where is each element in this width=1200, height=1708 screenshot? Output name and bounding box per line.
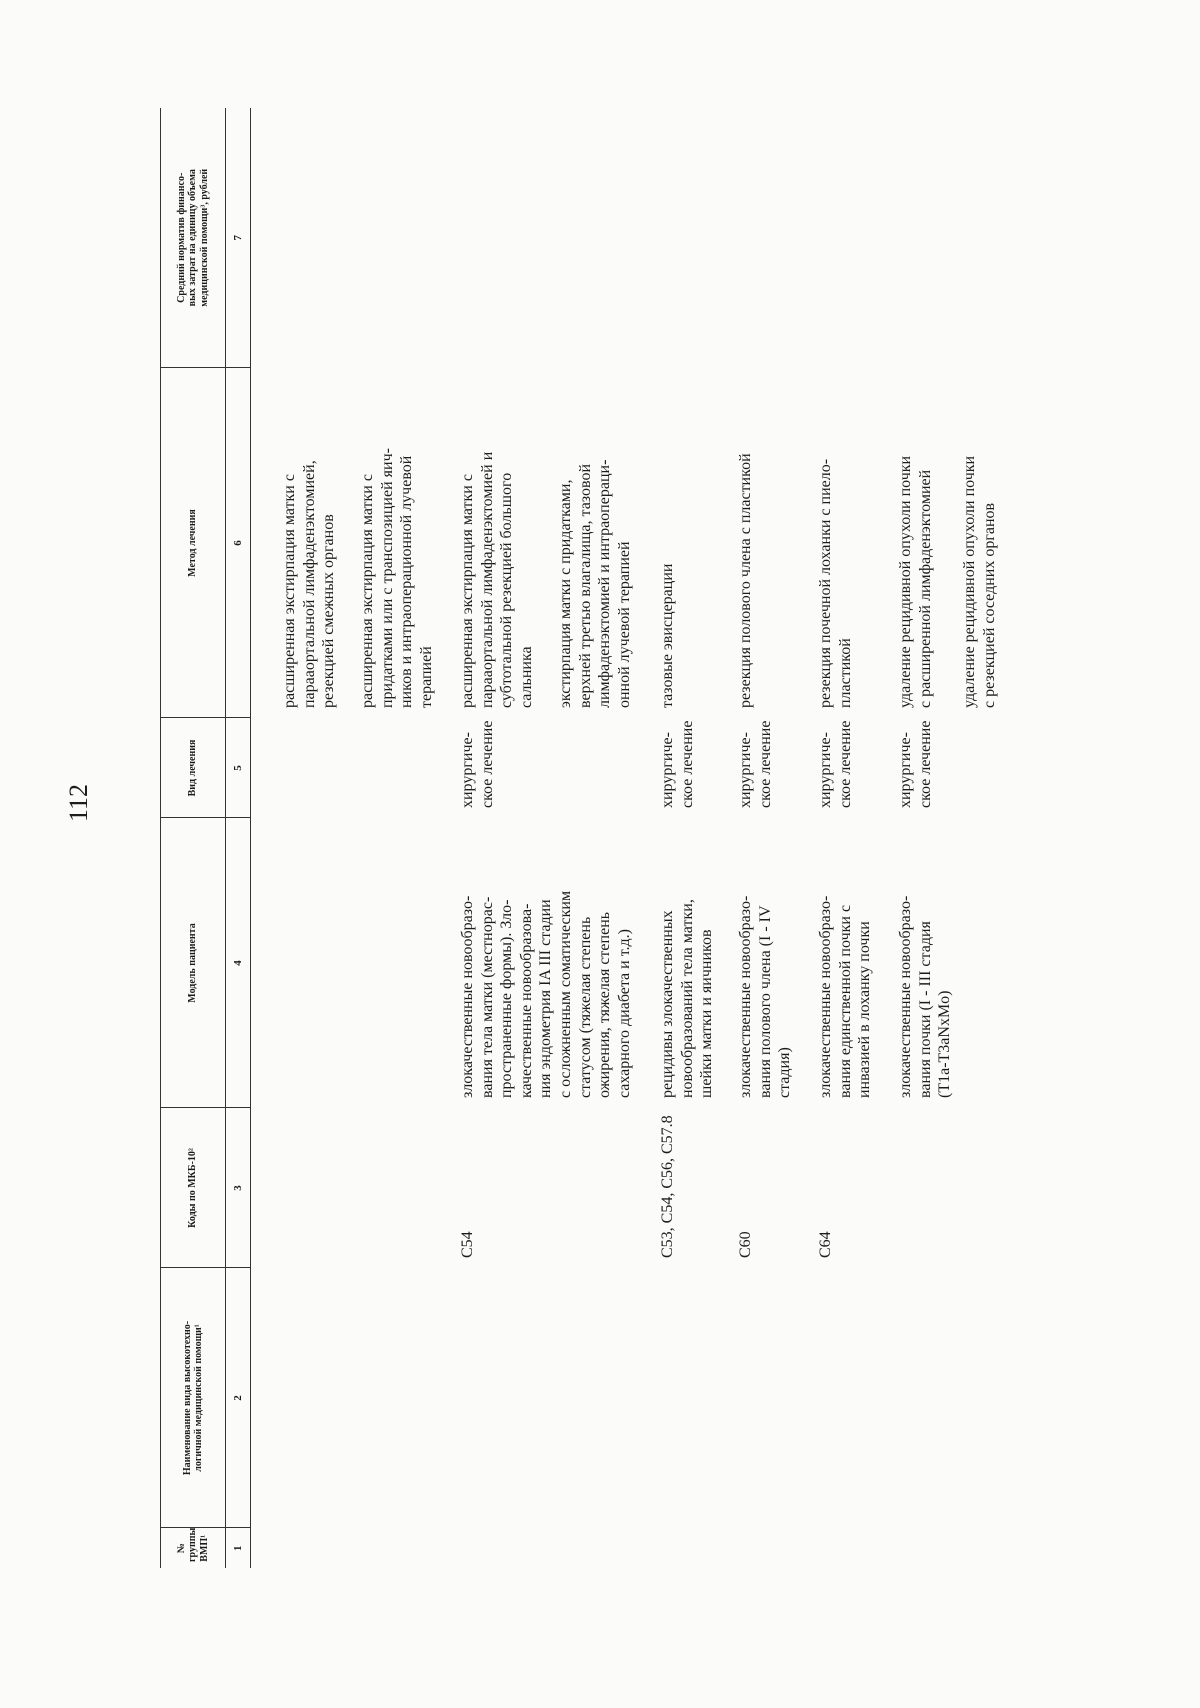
method-cell: удаление рецидивной опухоли почки с резекцией соседних органов	[961, 455, 998, 708]
treatment-type-cell: хирургиче- ское лечение	[817, 720, 854, 808]
patient-model-cell: злокачественные новообразо- вания почки (I - III стадия (T1a-T3aNxMo)	[897, 895, 954, 1098]
column-number: 2	[226, 1268, 251, 1528]
rotated-table-page	[160, 108, 1140, 1568]
method-cell: экстирпация матки с придатками, верхней третью влагалища, тазовой лимфаденэктомией и интраопераци- онной лучевой терапией	[557, 459, 633, 708]
column-number: 1	[226, 1528, 251, 1568]
column-number: 4	[226, 818, 251, 1108]
header-group-number: № группы ВМП¹	[161, 1528, 226, 1568]
icd-code-cell: C60	[737, 1231, 754, 1258]
method-cell: расширенная экстирпация матки с парааортальной лимфаденэктомией и субтотальной резекцией большого сальника	[459, 451, 535, 708]
treatment-type-cell: хирургиче- ское лечение	[737, 720, 774, 808]
method-cell: расширенная экстирпация матки с придатками или с транспозицией яич- ников и интраоперационной лучевой терапией	[359, 448, 435, 708]
method-cell: тазовые эвисцерации	[659, 563, 676, 708]
column-number: 6	[226, 368, 251, 718]
method-cell: резекция почечной лоханки с пиело- пластикой	[817, 458, 854, 708]
header-treatment-type: Вид лечения	[161, 718, 226, 818]
header-row	[161, 108, 226, 1568]
method-cell: расширенная экстирпация матки с парааортальной лимфаденэктомией, резекцией смежных органов	[281, 460, 338, 708]
patient-model-cell: злокачественные новообразо- вания полового члена (I - IV стадия)	[737, 895, 794, 1098]
header-icd-codes: Коды по МКБ-10²	[161, 1108, 226, 1268]
header-patient-model: Модель пациента	[161, 818, 226, 1108]
header-cost-standard: Средний норматив финансо- вых затрат на единицу объема медицинской помощи³, рублей	[161, 108, 226, 368]
patient-model-cell: рецидивы злокачественных новообразований тела матки, шейки матки и яичников	[659, 899, 716, 1098]
treatment-table	[160, 108, 251, 1568]
treatment-type-cell: хирургиче- ское лечение	[897, 720, 934, 808]
column-number: 3	[226, 1108, 251, 1268]
header-treatment-method: Метод лечения	[161, 368, 226, 718]
method-cell: резекция полового члена с пластикой	[737, 453, 754, 708]
icd-code-cell: C54	[459, 1231, 476, 1258]
column-number: 5	[226, 718, 251, 818]
icd-code-cell: C53, C54, C56, C57.8	[659, 1115, 676, 1258]
table-body	[280, 108, 1130, 1568]
treatment-type-cell: хирургиче- ское лечение	[459, 720, 496, 808]
patient-model-cell: злокачественные новообразо- вания тела матки (местнорас- пространенные формы). Зло- качественные новообразова- ния эндометрия IA III стадии с осложненным соматическим статусом (тяжелая степень ожирения, тяжелая степень сахарного диабета и т.д.)	[459, 890, 633, 1098]
column-numbers-row	[226, 108, 251, 1568]
method-cell: удаление рецидивной опухоли почки с расширенной лимфаденэктомией	[897, 455, 934, 708]
header-care-type: Наименование вида высокотехно- логичной медицинской помощи¹	[161, 1268, 226, 1528]
page-number: 112	[64, 783, 93, 822]
column-number: 7	[226, 108, 251, 368]
icd-code-cell: C64	[817, 1231, 834, 1258]
patient-model-cell: злокачественные новообразо- вания единственной почки с инвазией в лоханку почки	[817, 895, 874, 1098]
treatment-type-cell: хирургиче- ское лечение	[659, 720, 696, 808]
